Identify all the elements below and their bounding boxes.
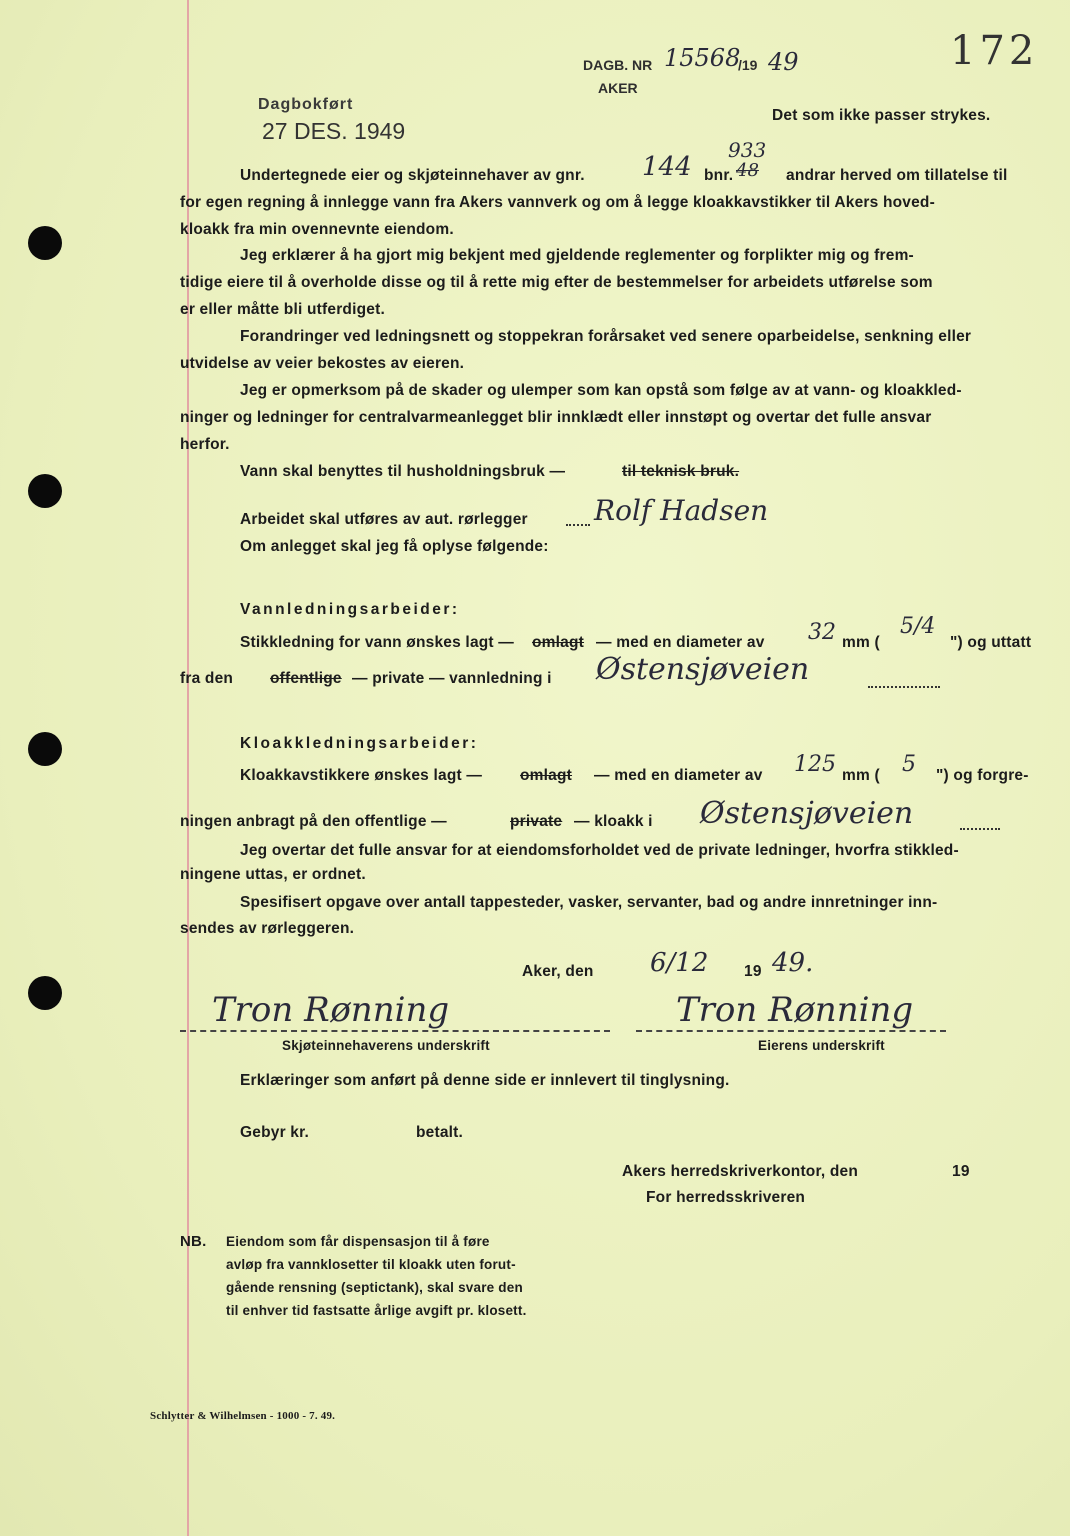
kloakk-heading: Kloakkledningsarbeider: <box>240 735 479 752</box>
betalt-label: betalt. <box>416 1124 464 1141</box>
nb-label: NB. <box>180 1233 207 1250</box>
dagbokfort-stamp: Dagbokført <box>258 96 354 113</box>
signature-line-2 <box>636 1030 946 1032</box>
vann-diameter-in: 5/4 <box>900 614 936 639</box>
para2-line3: er eller måtte bli utferdiget. <box>180 301 385 318</box>
dagb-label: DAGB. NR <box>583 57 653 73</box>
plumber-signature: Rolf Hadsen <box>594 494 769 527</box>
bnr-top: 933 <box>728 138 767 162</box>
para4-line2: ninger og ledninger for centralvarmeanlegget blir innklædt eller innstøpt og overtar det fulle ansvar <box>180 409 932 426</box>
vann-line1-b: — med en diameter av <box>596 634 765 651</box>
vann-line2-a: fra den <box>180 670 234 687</box>
kloakk-line1-struck: omlagt <box>520 767 573 784</box>
kloakk-road: Østensjøveien <box>700 796 914 831</box>
para2-line1: Jeg erklærer å ha gjort mig bekjent med gjeldende reglementer og forplikter mig og frem- <box>240 247 914 264</box>
bnr-label: bnr. <box>704 167 734 184</box>
kloakk-line1-d: ") og forgre- <box>936 767 1029 784</box>
signature-line-1 <box>180 1030 610 1032</box>
para2-line2: tidige eiere til å overholde disse og til å rette mig efter de bestemmelser for arbeidets utførelse som <box>180 274 933 291</box>
kloakk-line2-b: — kloakk i <box>574 813 653 830</box>
kloakk-line1-b: — med en diameter av <box>594 767 763 784</box>
kloakk-para2-line2: sendes av rørleggeren. <box>180 920 355 937</box>
printer-imprint: Schlytter & Wilhelmsen - 1000 - 7. 49. <box>150 1410 336 1422</box>
kloakk-para-line1: Jeg overtar det fulle ansvar for at eiendomsforholdet ved de private ledninger, hvorfra stikkled- <box>240 842 959 859</box>
oplyse-line: Om anlegget skal jeg få oplyse følgende: <box>240 538 549 555</box>
intro-line-2: for egen regning å innlegge vann fra Akers vannverk og om å legge kloakkavstikker til Akers hoved- <box>180 194 935 211</box>
vann-line1-d: ") og uttatt <box>950 634 1032 651</box>
stamp-date: 27 DES. 1949 <box>262 118 406 144</box>
kontor-line: Akers herredskriverkontor, den <box>622 1163 859 1180</box>
place-label: AKER <box>598 80 638 96</box>
vann-line2-struck: offentlige <box>270 670 342 687</box>
bnr-bottom: 48 <box>736 160 759 181</box>
signing-place: Aker, den <box>522 963 594 980</box>
signing-date: 6/12 <box>650 948 709 978</box>
owner-signature-2: Tron Rønning <box>676 990 914 1030</box>
nb-line2: avløp fra vannklosetter til kloakk uten forut- <box>226 1257 516 1272</box>
signing-year: 49. <box>772 948 814 978</box>
arbeid-line: Arbeidet skal utføres av aut. rørlegger <box>240 511 528 528</box>
para3-line2: utvidelse av veier bekostes av eieren. <box>180 355 465 372</box>
kloakk-line1-a: Kloakkavstikkere ønskes lagt — <box>240 767 483 784</box>
erklaering-line: Erklæringer som anført på denne side er innlevert til tinglysning. <box>240 1072 730 1089</box>
vann-line1-c: mm ( <box>842 634 880 651</box>
dagb-number: 15568 <box>664 44 741 72</box>
page-number: 172 <box>950 28 1039 74</box>
kontor-year: 19 <box>952 1163 970 1180</box>
dotted-fill <box>960 828 1000 830</box>
vann-diameter-mm: 32 <box>808 620 836 645</box>
intro-line-b: andrar herved om tillatelse til <box>786 167 1008 184</box>
kloakk-line2-a: ningen anbragt på den offentlige — <box>180 813 447 830</box>
signature-label-2: Eierens underskrift <box>758 1038 885 1053</box>
vann-line2-b: — private — vannledning i <box>352 670 552 687</box>
intro-line-3: kloakk fra min ovennevnte eiendom. <box>180 221 454 238</box>
kloakk-line1-c: mm ( <box>842 767 880 784</box>
para3-line1: Forandringer ved ledningsnett og stoppekran forårsaket ved senere oparbeidelse, senkning eller <box>240 328 972 345</box>
dagb-year: 49 <box>768 48 799 76</box>
punch-hole <box>28 732 62 766</box>
para4-line3: herfor. <box>180 436 230 453</box>
para4-line1: Jeg er opmerksom på de skader og ulemper som kan opstå som følge av at vann- og kloakkled- <box>240 382 962 399</box>
intro-line-a: Undertegnede eier og skjøteinnehaver av gnr. <box>240 167 585 184</box>
owner-signature-1: Tron Rønning <box>212 990 450 1030</box>
punch-hole <box>28 976 62 1010</box>
vann-usage-struck: til teknisk bruk. <box>622 463 740 480</box>
kloakk-para2-line1: Spesifisert opgave over antall tappesteder, vasker, servanter, bad og andre innretninger inn- <box>240 894 938 911</box>
signing-year-prefix: 19 <box>744 963 762 980</box>
vann-line1-struck: omlagt <box>532 634 585 651</box>
dotted-fill <box>566 524 590 526</box>
dagb-year-prefix: /19 <box>738 57 758 73</box>
kloakk-para-line2: ningene uttas, er ordnet. <box>180 866 366 883</box>
dotted-fill <box>868 686 940 688</box>
vann-usage: Vann skal benyttes til husholdningsbruk — <box>240 463 566 480</box>
signature-label-1: Skjøteinnehaverens underskrift <box>282 1038 490 1053</box>
kloakk-line2-struck: private <box>510 813 563 830</box>
kloakk-diameter-in: 5 <box>902 752 916 777</box>
punch-hole <box>28 226 62 260</box>
punch-hole <box>28 474 62 508</box>
vann-road: Østensjøveien <box>596 652 810 687</box>
vann-heading: Vannledningsarbeider: <box>240 601 460 618</box>
nb-line3: gående rensning (septictank), skal svare den <box>226 1280 523 1295</box>
strike-note: Det som ikke passer strykes. <box>772 107 991 124</box>
nb-line4: til enhver tid fastsatte årlige avgift pr. klosett. <box>226 1303 527 1318</box>
for-herredsskriveren: For herredsskriveren <box>646 1189 806 1206</box>
gebyr-label: Gebyr kr. <box>240 1124 310 1141</box>
gnr-value: 144 <box>642 152 692 182</box>
kloakk-diameter-mm: 125 <box>794 752 836 777</box>
nb-line1: Eiendom som får dispensasjon til å føre <box>226 1234 490 1249</box>
vann-line1-a: Stikkledning for vann ønskes lagt — <box>240 634 514 651</box>
